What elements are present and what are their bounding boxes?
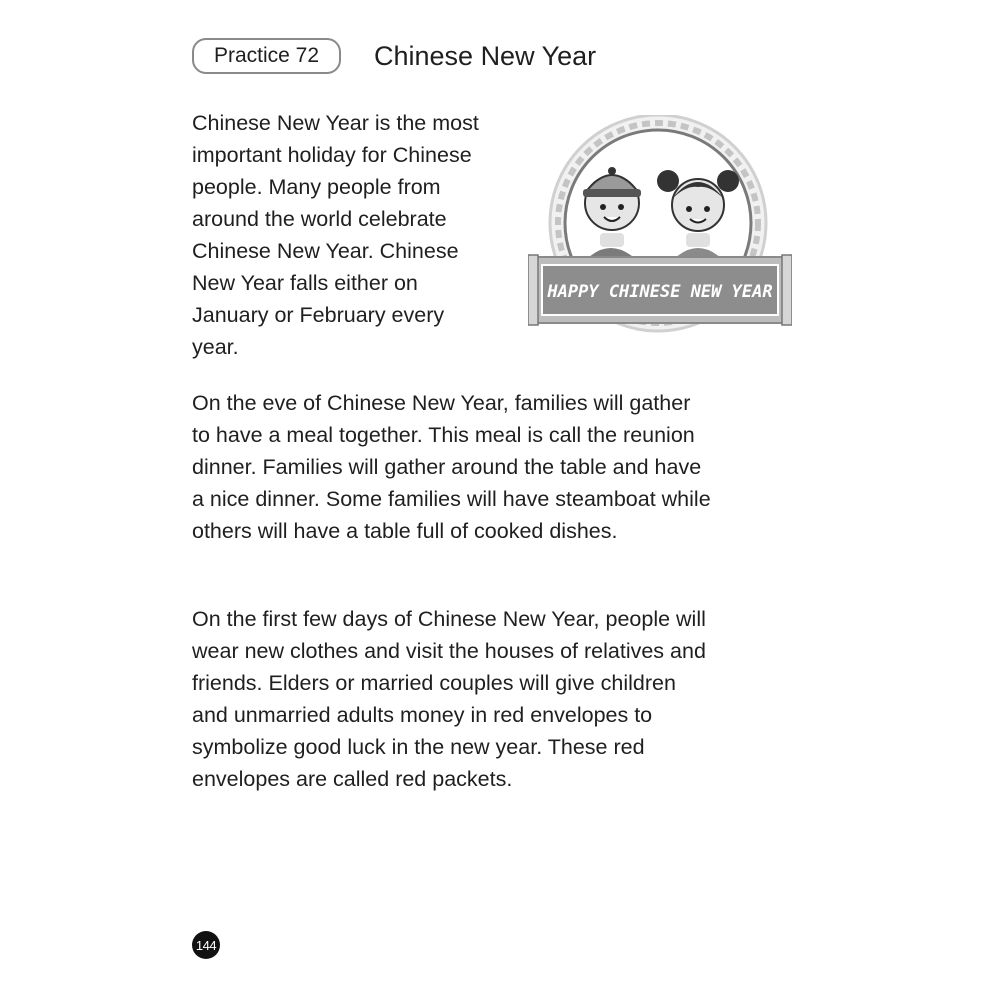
paragraph-intro: Chinese New Year is the most important holiday for Chinese people. Many people from around the world celebrate Chinese New Year. Chinese New Year falls either on January or February every year. [192, 111, 479, 359]
paragraph-red-packets: On the first few days of Chinese New Year, people will wear new clothes and visit the houses of relatives and friends. Elders or married couples will give children and unmarried adults money in red envelopes to symbolize good luck in the new year. These red envelopes are called red packets. [192, 607, 706, 791]
page-title: Chinese New Year [374, 40, 597, 71]
practice-badge: Practice 72 [192, 38, 341, 74]
page-header [192, 38, 596, 74]
page-number-badge: 144 [192, 931, 220, 959]
banner-text: HAPPY CHINESE NEW YEAR [547, 282, 773, 302]
chinese-new-year-illustration [528, 115, 792, 346]
paragraph-reunion-dinner: On the eve of Chinese New Year, families will gather to have a meal together. This meal is call the reunion dinner. Families will gather around the table and have a nice dinner. Some families will have steamboat while others will have a table full of cooked dishes. [192, 391, 711, 543]
